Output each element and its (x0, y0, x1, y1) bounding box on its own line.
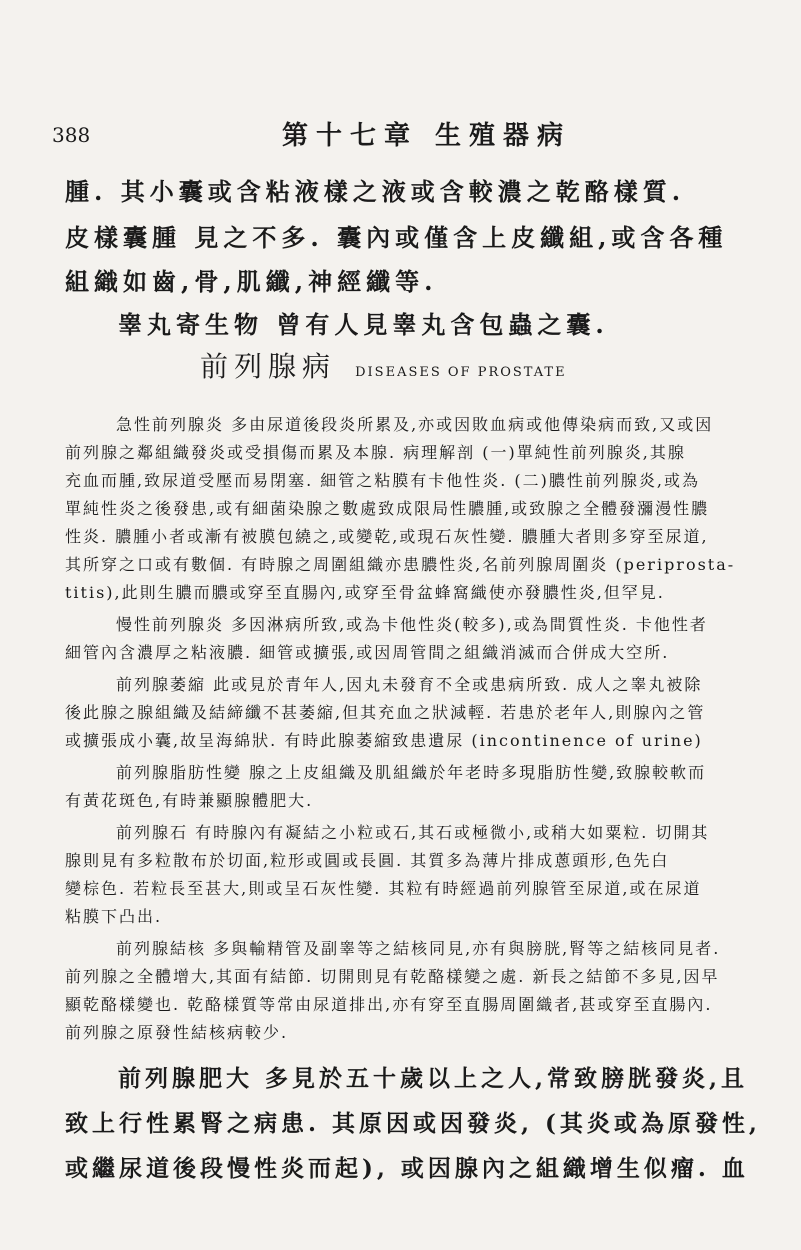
text-line: 後此腺之腺組織及結締纖不甚萎縮,但其充血之狀減輕. 若患於老年人,則腺內之管 (65, 703, 706, 722)
text-line: 前列腺之原發性結核病較少. (65, 1023, 289, 1042)
text-line: 前列腺肥大 多見於五十歲以上之人,常致膀胱發炎,且 (118, 1065, 749, 1092)
text-line: 組織如齒,骨,肌纖,神經纖等. (65, 267, 438, 296)
text-line: 腺則見有多粒散布於切面,粒形或圓或長圓. 其質多為薄片排成蔥頭形,色先白 (65, 851, 670, 870)
section-title-cn: 前列腺病 (200, 350, 337, 383)
text-line: 或繼尿道後段慢性炎而起), 或因腺內之組織增生似瘤. 血 (65, 1155, 749, 1182)
section-title-en: DISEASES OF PROSTATE (355, 365, 567, 380)
text-line: titis),此則生膿而膿或穿至直腸內,或穿至骨盆蜂窩織使亦發膿性炎,但罕見. (65, 583, 665, 602)
text-line: 前列腺萎縮 此或見於青年人,因丸未發育不全或患病所致. 成人之睾丸被除 (116, 675, 703, 694)
text-line: 單純性炎之後發患,或有細菌染腺之數處致成限局性膿腫,或致腺之全體發瀰漫性膿 (65, 499, 710, 518)
text-line: 前列腺之全體增大,其面有結節. 切開則見有乾酪樣變之處. 新長之結節不多見,因早 (65, 967, 720, 986)
text-line: 前列腺結核 多與輸精管及副睾等之結核同見,亦有與膀胱,腎等之結核同見者. (116, 939, 721, 958)
text-line: 前列腺脂肪性變 腺之上皮組織及肌組織於年老時多現脂肪性變,致腺較軟而 (116, 763, 707, 782)
text-line: 細管內含濃厚之粘液膿. 細管或擴張,或因周管間之組織消滅而合併成大空所. (65, 643, 670, 662)
page-header (52, 115, 749, 155)
text-line: 前列腺石 有時腺內有凝結之小粒或石,其石或極微小,或稍大如粟粒. 切開其 (116, 823, 710, 842)
text-line: 急性前列腺炎 多由尿道後段炎所累及,亦或因敗血病或他傳染病而致,又或因 (116, 415, 714, 434)
text-line: 性炎. 膿腫小者或漸有被膜包繞之,或變乾,或現石灰性變. 膿腫大者則多穿至尿道, (65, 527, 709, 546)
text-line: 或擴張成小囊,故呈海綿狀. 有時此腺萎縮致患遺尿 (incontinence of urine) (65, 731, 703, 750)
text-line: 粘膜下凸出. (65, 907, 163, 926)
text-line: 腫. 其小囊或含粘液樣之液或含較濃之乾酪樣質. (65, 177, 686, 206)
text-line: 致上行性累腎之病患. 其原因或因發炎, (其炎或為原發性, (65, 1110, 761, 1137)
text-line: 充血而腫,致尿道受壓而易閉塞. 細管之粘膜有卡他性炎. (二)膿性前列腺炎,或為 (65, 471, 701, 490)
text-line: 其所穿之口或有數個. 有時腺之周圍組織亦患膿性炎,名前列腺周圍炎 (periprosta- (65, 555, 736, 574)
text-line: 皮樣囊腫 見之不多. 囊內或僅含上皮纖組,或含各種 (65, 223, 728, 252)
chapter-title: 第十七章 生殖器病 (282, 121, 572, 151)
text-line: 變棕色. 若粒長至甚大,則或呈石灰性變. 其粒有時經過前列腺管至尿道,或在尿道 (65, 879, 702, 898)
text-line: 睾丸寄生物 曾有人見睾丸含包蟲之囊. (118, 310, 609, 339)
text-line: 慢性前列腺炎 多因淋病所致,或為卡他性炎(較多),或為間質性炎. 卡他性者 (116, 615, 708, 634)
text-line: 前列腺之鄰組織發炎或受損傷而累及本腺. 病理解剖 (一)單純性前列腺炎,其腺 (65, 443, 686, 462)
text-line: 顯乾酪樣變也. 乾酪樣質等常由尿道排出,亦有穿至直腸周圍織者,甚或穿至直腸內. (65, 995, 713, 1014)
text-line: 有黃花斑色,有時兼顯腺體肥大. (65, 791, 314, 810)
page-number: 388 (52, 123, 91, 147)
section-title (200, 345, 567, 385)
